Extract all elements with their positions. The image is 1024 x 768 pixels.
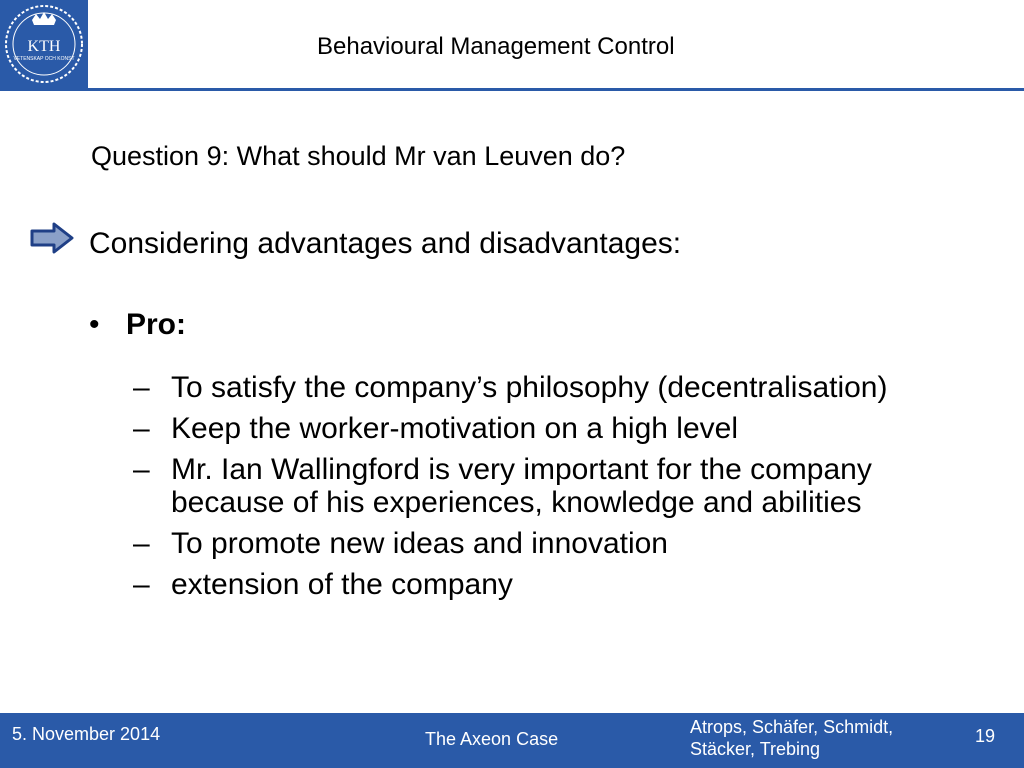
logo-text: KTH (27, 38, 61, 55)
pro-sub-item-text: Keep the worker-motivation on a high level (171, 412, 738, 445)
footer-page-number: 19 (975, 726, 996, 746)
dash-marker: – (133, 371, 150, 404)
footer-bar (0, 713, 1024, 768)
pro-sub-item-text: Mr. Ian Wallingford is very important for the company because of his experiences, knowledge and abilities (171, 453, 872, 519)
header-divider (0, 88, 1024, 91)
bullet-marker: • (89, 308, 100, 341)
kth-crest-icon (0, 0, 88, 88)
dash-marker: – (133, 527, 150, 560)
header-title: Behavioural Management Control (317, 33, 675, 60)
pro-bullet (89, 307, 186, 343)
footer-date: 5. November 2014 (12, 724, 161, 744)
dash-marker: – (133, 453, 150, 486)
pro-sub-item-text: To satisfy the company’s philosophy (decentralisation) (171, 371, 888, 404)
dash-marker: – (133, 412, 150, 445)
pro-sub-item-text: extension of the company (171, 568, 513, 601)
right-arrow-icon (30, 222, 74, 254)
pro-label: Pro: (126, 308, 186, 341)
pro-sub-item (133, 527, 953, 560)
pro-sub-item (133, 371, 953, 404)
slide-question: Question 9: What should Mr van Leuven do? (91, 141, 626, 171)
dash-marker: – (133, 568, 150, 601)
pro-sub-item (133, 568, 953, 601)
footer-authors: Atrops, Schäfer, Schmidt, Stäcker, Trebing (690, 717, 894, 759)
pro-sub-list (133, 371, 953, 609)
pro-sub-item (133, 453, 953, 519)
pro-sub-item (133, 412, 953, 445)
kth-logo (0, 0, 88, 88)
footer-case-title: The Axeon Case (425, 729, 559, 749)
logo-motto: VETENSKAP OCH KONST (13, 56, 75, 62)
pro-sub-item-text: To promote new ideas and innovation (171, 527, 668, 560)
considering-heading: Considering advantages and disadvantages: (89, 227, 682, 260)
